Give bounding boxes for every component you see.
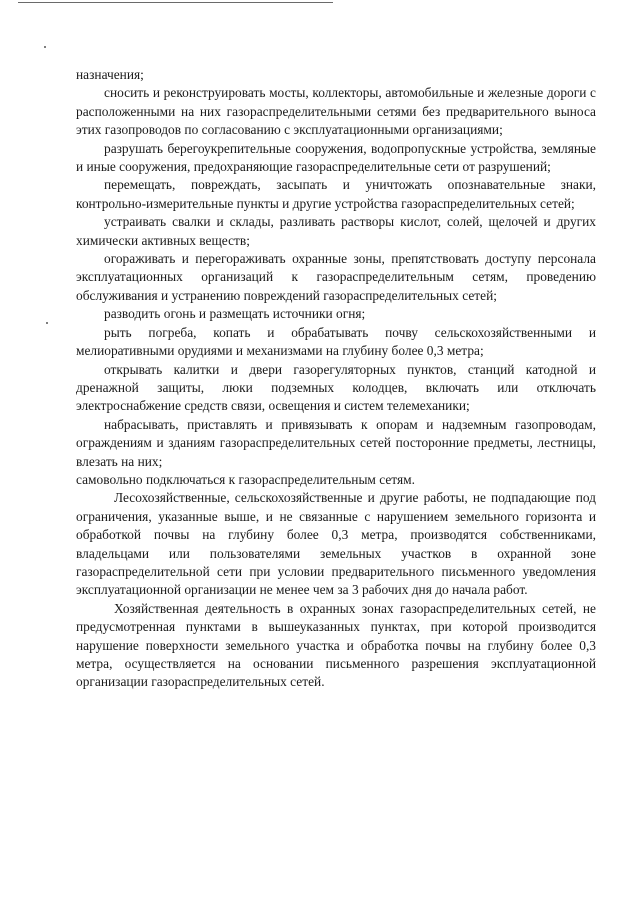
paragraph-3: разрушать берегоукрепительные сооружения, водопропускные устройства, земляные и иные сооружения, предохраняющие газораспределительные сети от разрушений; [76,140,596,175]
scan-edge-line [18,2,333,3]
paragraph-8: рыть погреба, копать и обрабатывать почву сельскохозяйственными и мелиоративными орудиями и механизмами на глубину более 0,3 метра; [76,324,596,359]
document-body [76,66,596,692]
paragraph-4: перемещать, повреждать, засыпать и уничтожать опознавательные знаки, контрольно-измерительные пункты и другие устройства газораспределительных сетей; [76,177,596,211]
paragraph-11: самовольно подключаться к газораспределительным сетям. [76,471,415,487]
paragraph-5: устраивать свалки и склады, разливать растворы кислот, солей, щелочей и других химически активных веществ; [76,214,596,248]
paragraph-2: сносить и реконструировать мосты, коллекторы, автомобильные и железные дороги с расположенными на них газораспределительными сетями без предварительного выноса этих газопроводов по согласованию с эксплуатационными организациями; [76,85,596,138]
scan-speck [46,322,48,324]
scan-speck [44,46,46,48]
paragraph-13: Хозяйственная деятельность в охранных зонах газораспределительных сетей, не предусмотренная пунктами в вышеуказанных пунктах, при которой производится нарушение поверхности земельного участка и обработка почвы на глубину более 0,3 метра, осуществляется на основании письменного разрешения эксплуатационной организации газораспределительных сетей. [76,600,596,690]
paragraph-6: огораживать и перегораживать охранные зоны, препятствовать доступу персонала эксплуатационных организаций к газораспределительным сетям, проведению обслуживания и устранению повреждений газораспределительных сетей; [76,251,596,303]
paragraph-10: набрасывать, приставлять и привязывать к опорам и надземным газопроводам, ограждениям и зданиям газораспределительных сетей посторонние предметы, лестницы, влезать на них; [76,416,596,469]
paragraph-7: разводить огонь и размещать источники огня; [104,306,366,322]
paragraph-9: открывать калитки и двери газорегуляторных пунктов, станций катодной и дренажной защиты, люки подземных колодцев, включать или отключать электроснабжение средств связи, освещения и систем телемеханики; [76,361,596,414]
paragraph-12: Лесохозяйственные, сельскохозяйственные и другие работы, не подпадающие под ограничения, указанные выше, и не связанные с нарушением земельного горизонта и обработкой почвы на глубину более 0,3 метра, производятся собственниками, владельцами или пользователями земельных участков в охранной зоне газораспределительной сети при условии предварительного письменного уведомления эксплуатационной организации не менее чем за 3 рабочих дня до начала работ. [76,490,596,598]
paragraph-1: назначения; [76,67,144,82]
